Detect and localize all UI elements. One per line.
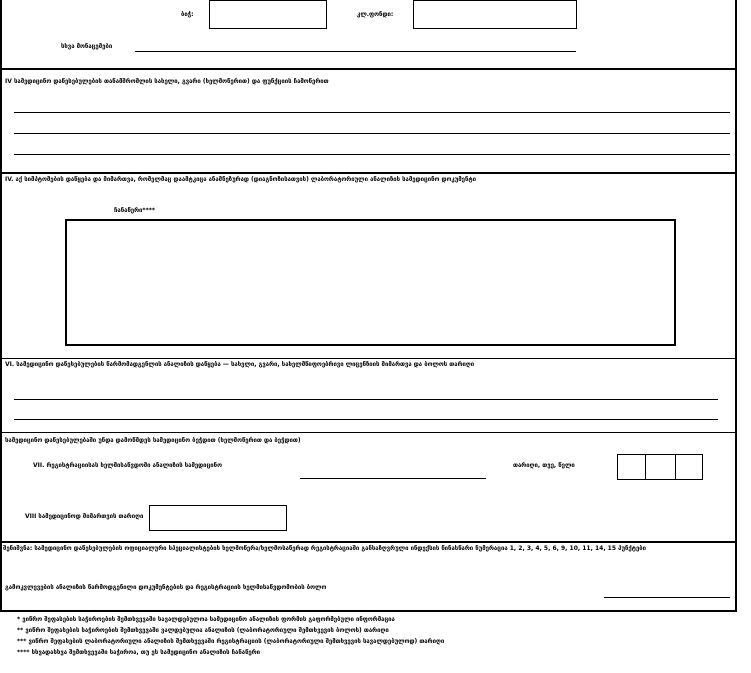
frame-right-border <box>735 0 737 612</box>
other-data-label: სხვა მონაცემები <box>61 43 113 50</box>
section-7-title: სამედიცინო დაწესებულებაში უნდა დამოწმდეს სამედიცინო ბეჭდით (ხელმოწერით და ბეჭდით) <box>5 437 301 444</box>
field1-input[interactable] <box>209 0 327 29</box>
section-divider <box>0 358 737 359</box>
section-5-textarea[interactable] <box>65 219 676 346</box>
footnote-4: **** სხვადასხვა შემთხვევაში საჭიროა, თუ ეს სამედიცინო ანალიზის ჩანაწერი <box>17 649 261 656</box>
section-8-label: VIII სამედიცინოდ მიმართვის თარიღი <box>25 513 144 520</box>
section-6-line-2[interactable] <box>14 419 718 420</box>
field2-input[interactable] <box>413 0 577 29</box>
date-cell-year[interactable] <box>675 454 703 480</box>
section-6-title: VI. სამედიცინო დაწესებულების წარმომადგენლის ანალიზის დაწყება — სახელი, გვარი, სახელმწიფოებრივი ლიცენზიის მიმართვა და ბოლოს თარიღი <box>5 361 475 368</box>
final-label: გამოკვლევების ანალიზის წარმოდგენილი დოკუმენტების და რეგისტრაციის ხელმისაწვდომობის ბოლო <box>5 584 327 591</box>
frame-bottom-border <box>0 610 737 612</box>
section-divider <box>0 68 737 70</box>
final-signature-line[interactable] <box>604 597 730 598</box>
field1-label: ბიჭ: <box>181 11 194 18</box>
section-4-line-1[interactable] <box>14 112 730 113</box>
footnote-1: * ვიწრო შეფასების საჭიროების შემთხვევაში სავალდებულოა სამედიცინო ანალიზის ფორმის გაფორმებული ინფორმაცია <box>17 616 395 623</box>
section-4-line-3[interactable] <box>14 154 730 155</box>
footnote-2: ** ვიწრო შეფასების საჭიროების შემთხვევაში ვალდებულია ანალიზის (ლაბორატორიული შემთხვევის ბოლოს) თარიღი <box>17 627 389 634</box>
section-7-date-label: თარიღი, თვე, წელი <box>513 462 575 469</box>
section-5-inner-label: ჩანაწერი**** <box>114 207 155 214</box>
section-7-row1-line[interactable] <box>300 478 486 479</box>
section-divider <box>0 172 737 174</box>
date-cell-month[interactable] <box>645 454 676 480</box>
section-4-line-2[interactable] <box>14 133 730 134</box>
section-7-row1-label: VII. რეგისტრაციისას ხელმისაწვდომი ანალიზის სამედიცინო <box>33 462 222 469</box>
section-6-line-1[interactable] <box>14 399 718 400</box>
section-divider <box>0 432 737 433</box>
date-cell-day[interactable] <box>617 454 646 480</box>
section-4-title: IV სამედიცინო დაწესებულების თანამშრომლის სახელი, გვარი (ხელმოწერით) და ფუნქციის ჩამოწერით <box>5 78 329 85</box>
note-text: შენიშვნა: სამედიცინო დაწესებულების ოფიციალური სპეციალისტების ხელმოწერა/ხელმოსაწერად რეგისტრაციაში განსაზღვრული ინდექსის წინასწარი ნუმერაცია 1, 2, 3, 4, 5, 6, 9, 10, 11, 14, 15 პუნქტები <box>3 545 647 552</box>
section-5-title: IV. აქ სიმპტომების დაწყება და მიმართვა, რომელმაც დაამტკიცა ანამნეზურად (დიაგნოზისათვის) ლაბორატორიული ანალიზის სამედიცინო დოკუმენტი <box>5 176 476 183</box>
frame-left-border <box>0 0 2 612</box>
field2-label: კლ.ფონდი: <box>357 11 394 18</box>
footnote-3: *** ვიწრო შეფასების ლაბორატორიული ანალიზის შემთხვევაში რეგისტრაციის (ლაბორატორიული შემთხვევის სავალდებულოდ) თარიღი <box>17 638 445 645</box>
section-8-input[interactable] <box>149 505 287 531</box>
section-divider <box>0 541 737 543</box>
other-data-line[interactable] <box>135 51 576 52</box>
